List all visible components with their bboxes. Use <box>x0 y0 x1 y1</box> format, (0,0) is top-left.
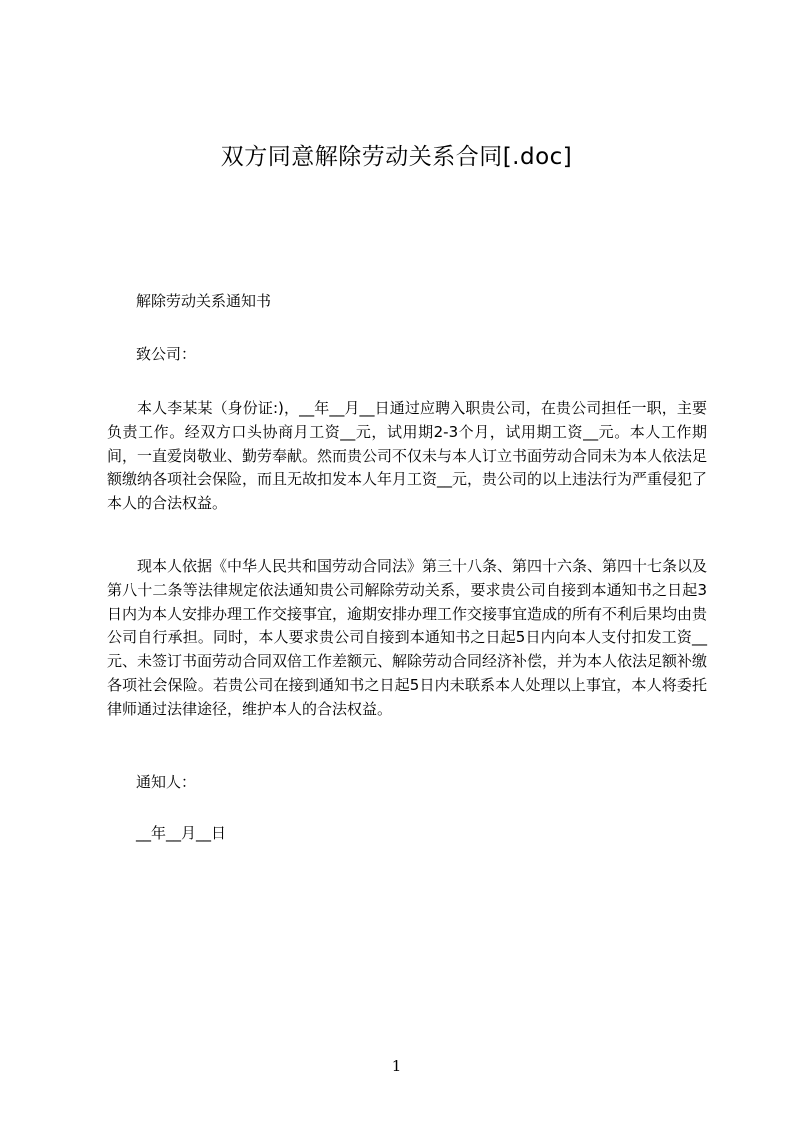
body-paragraph-2: 现本人依据《中华人民共和国劳动合同法》第三十八条、第四十六条、第四十七条以及第八十二条等法律规定依法通知贵公司解除劳动关系，要求贵公司自接到本通知书之日起3日内为本人安排办理工作交接事宜，逾期安排办理工作交接事宜造成的所有不利后果均由贵公司自行承担。同时，本人要求贵公司自接到本通知书之日起5日内向本人支付扣发工资__元、未签订书面劳动合同双倍工作差额元、解除劳动合同经济补偿，并为本人依法足额补缴各项社会保险。若贵公司在接到通知书之日起5日内未联系本人处理以上事宜，本人将委托律师通过法律途径，维护本人的合法权益。 <box>107 557 708 718</box>
body-paragraph-1: 本人李某某（身份证:)，__年__月__日通过应聘入职贵公司，在贵公司担任一职，主要负责工作。经双方口头协商月工资__元，试用期2-3个月，试用期工资__元。本人工作期间，一直爱岗敬业、勤劳奉献。然而贵公司不仅未与本人订立书面劳动合同未为本人依法足额缴纳各项社会保险，而且无故扣发本人年月工资__元，贵公司的以上违法行为严重侵犯了本人的合法权益。 <box>107 399 708 513</box>
notifier-label: 通知人： <box>136 773 197 791</box>
salutation: 致公司： <box>136 345 197 363</box>
notice-heading: 解除劳动关系通知书 <box>136 292 272 310</box>
page-number: 1 <box>391 1057 402 1075</box>
document-title: 双方同意解除劳动关系合同[.doc] <box>220 144 573 170</box>
date-line: __年__月__日 <box>136 824 227 842</box>
